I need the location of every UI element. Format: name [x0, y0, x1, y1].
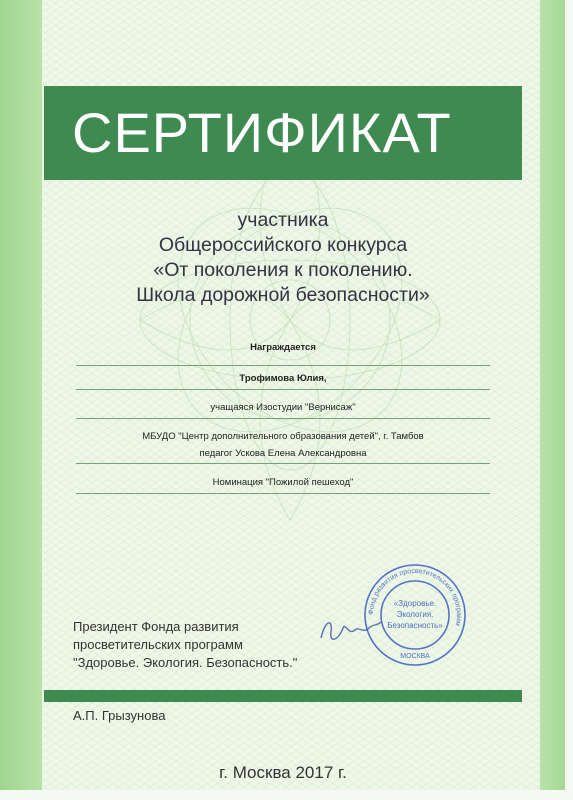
- detail-nomination: Номинация "Пожилой пешеход": [212, 477, 354, 488]
- stamp-inner-line: Экология.: [396, 610, 434, 619]
- recipient-name: Трофимова Юлия,: [239, 373, 327, 384]
- stamp-inner-line: Безопасность»: [387, 621, 443, 630]
- divider-line: [76, 493, 490, 494]
- title-banner: [44, 86, 522, 180]
- contest-heading: [44, 208, 522, 308]
- certificate-title: СЕРТИФИКАТ: [72, 101, 452, 164]
- stamp-inner-line: «Здоровье.: [393, 599, 437, 608]
- heading-line: Школа дорожной безопасности»: [136, 284, 430, 306]
- detail-teacher: педагог Ускова Елена Александровна: [199, 448, 367, 459]
- heading-line: участника: [237, 209, 329, 231]
- signer-name: А.П. Грызунова: [73, 708, 166, 723]
- signatory-line: Президент Фонда развития: [73, 619, 239, 634]
- divider-line: [76, 389, 490, 390]
- stamp-city: МОСКВА: [400, 653, 430, 660]
- bottom-margin: [0, 790, 573, 800]
- heading-line: Общероссийского конкурса: [158, 234, 408, 256]
- paper-edge: [565, 0, 573, 800]
- detail-institution: МБУДО "Центр дополнительного образования детей", г. Тамбов: [142, 431, 424, 442]
- award-label: Награждается: [250, 342, 316, 353]
- official-stamp: [360, 560, 470, 670]
- signatory-title: [73, 618, 297, 672]
- heading-line: «От поколения к поколению.: [153, 259, 413, 281]
- bottom-band: [44, 690, 522, 702]
- divider-line: [76, 418, 490, 419]
- city-year: г. Москва 2017 г.: [219, 763, 347, 782]
- divider-line: [76, 463, 490, 464]
- stamp-outer-text: Фонд развития просветительских программ: [367, 567, 463, 627]
- signatory-line: "Здоровье. Экология. Безопасность.": [73, 655, 298, 670]
- signatory-line: просветительских программ: [73, 637, 243, 652]
- divider-line: [76, 365, 490, 366]
- left-border: [0, 0, 42, 800]
- detail-studio: учащаяся Изостудии "Вернисаж": [210, 402, 356, 413]
